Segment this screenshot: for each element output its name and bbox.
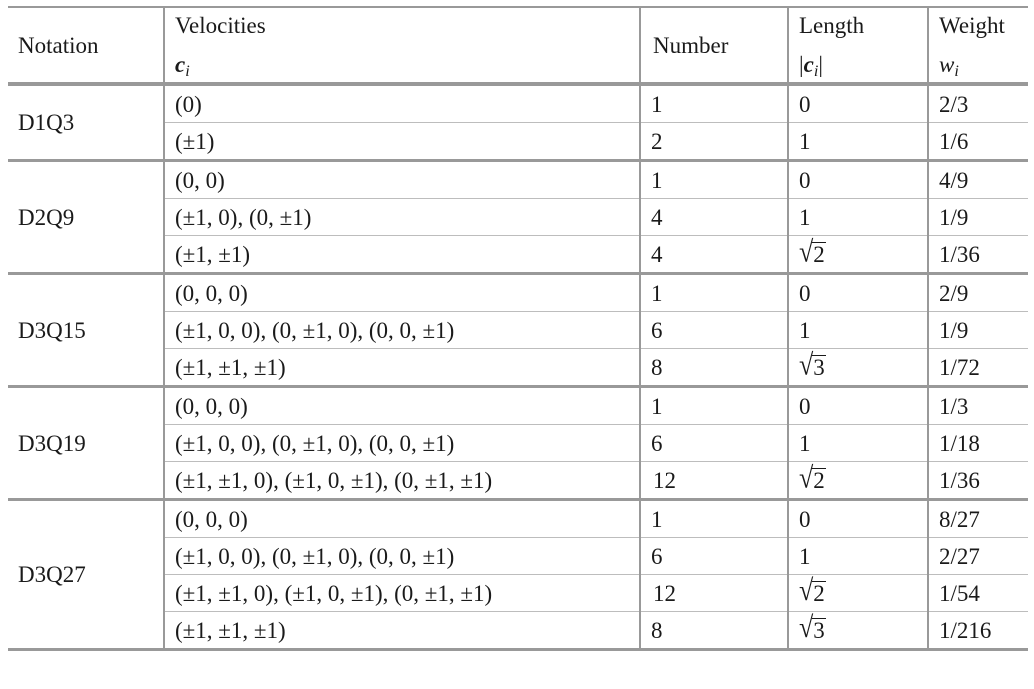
cell-number: 1	[640, 161, 788, 199]
cell-weight: 1/18	[928, 425, 1028, 462]
cell-velocities: (±1, ±1)	[164, 236, 640, 274]
cell-velocities: (±1, 0, 0), (0, ±1, 0), (0, 0, ±1)	[164, 425, 640, 462]
table-row	[8, 84, 1028, 123]
sqrt-expression	[799, 461, 826, 495]
cell-weight: 1/54	[928, 575, 1028, 612]
header-notation: Notation	[8, 7, 164, 84]
radical-sign: √	[799, 574, 814, 608]
header-velocities: Velocities $c_i$	[164, 7, 640, 84]
cell-length	[788, 349, 928, 387]
header-weight: Weight $w_i$	[928, 7, 1028, 84]
cell-weight: 1/3	[928, 387, 1028, 425]
cell-length: 1	[788, 199, 928, 236]
cell-length	[788, 575, 928, 612]
cell-notation: D3Q19	[8, 387, 164, 500]
cell-number: 12	[640, 575, 788, 612]
cell-weight: 1/36	[928, 236, 1028, 274]
lattice-velocity-table	[8, 6, 1028, 651]
cell-length	[788, 462, 928, 500]
radical-sign: √	[799, 461, 814, 495]
cell-number: 1	[640, 387, 788, 425]
radicand: 2	[813, 581, 825, 606]
cell-length: 1	[788, 538, 928, 575]
table-row	[8, 161, 1028, 199]
table-body	[8, 84, 1028, 650]
cell-number: 1	[640, 274, 788, 312]
cell-number: 4	[640, 199, 788, 236]
cell-notation: D3Q15	[8, 274, 164, 387]
cell-weight: 2/3	[928, 84, 1028, 123]
sqrt-expression	[799, 611, 826, 645]
sqrt-expression	[799, 348, 826, 382]
cell-notation: D3Q27	[8, 500, 164, 650]
cell-weight: 1/6	[928, 123, 1028, 161]
cell-velocities: (±1, 0, 0), (0, ±1, 0), (0, 0, ±1)	[164, 538, 640, 575]
cell-notation: D2Q9	[8, 161, 164, 274]
cell-number: 6	[640, 538, 788, 575]
cell-velocities: (0, 0, 0)	[164, 387, 640, 425]
cell-velocities: (0, 0, 0)	[164, 500, 640, 538]
cell-weight: 2/27	[928, 538, 1028, 575]
cell-number: 1	[640, 84, 788, 123]
radicand: 3	[813, 618, 825, 643]
cell-weight: 1/36	[928, 462, 1028, 500]
cell-length: 0	[788, 274, 928, 312]
cell-length: 1	[788, 425, 928, 462]
radicand: 2	[813, 242, 825, 267]
cell-velocities: (0, 0, 0)	[164, 274, 640, 312]
table-row	[8, 500, 1028, 538]
cell-number: 6	[640, 312, 788, 349]
cell-number: 1	[640, 500, 788, 538]
table-row	[8, 387, 1028, 425]
cell-length: 0	[788, 387, 928, 425]
cell-velocities: (±1, ±1, ±1)	[164, 349, 640, 387]
cell-weight: 4/9	[928, 161, 1028, 199]
cell-velocities: (±1)	[164, 123, 640, 161]
cell-weight: 8/27	[928, 500, 1028, 538]
cell-length: 1	[788, 312, 928, 349]
cell-number: 12	[640, 462, 788, 500]
cell-weight: 1/9	[928, 199, 1028, 236]
cell-velocities: (±1, ±1, 0), (±1, 0, ±1), (0, ±1, ±1)	[164, 462, 640, 500]
cell-length	[788, 612, 928, 650]
cell-weight: 2/9	[928, 274, 1028, 312]
cell-length	[788, 236, 928, 274]
header-length: Length $|c_i|$	[788, 7, 928, 84]
cell-number: 2	[640, 123, 788, 161]
cell-length: 0	[788, 84, 928, 123]
cell-length: 1	[788, 123, 928, 161]
cell-velocities: (±1, ±1, 0), (±1, 0, ±1), (0, ±1, ±1)	[164, 575, 640, 612]
radicand: 3	[813, 355, 825, 380]
cell-number: 4	[640, 236, 788, 274]
cell-velocities: (0)	[164, 84, 640, 123]
cell-number: 8	[640, 612, 788, 650]
cell-velocities: (±1, 0), (0, ±1)	[164, 199, 640, 236]
cell-number: 6	[640, 425, 788, 462]
radical-sign: √	[799, 348, 814, 382]
table-header-row	[8, 7, 1028, 84]
radical-sign: √	[799, 235, 814, 269]
cell-weight: 1/72	[928, 349, 1028, 387]
header-number: Number	[640, 7, 788, 84]
cell-number: 8	[640, 349, 788, 387]
cell-length: 0	[788, 500, 928, 538]
cell-weight: 1/216	[928, 612, 1028, 650]
sqrt-expression	[799, 235, 826, 269]
cell-velocities: (±1, 0, 0), (0, ±1, 0), (0, 0, ±1)	[164, 312, 640, 349]
radical-sign: √	[799, 611, 814, 645]
cell-velocities: (0, 0)	[164, 161, 640, 199]
sqrt-expression	[799, 574, 826, 608]
table-row	[8, 274, 1028, 312]
cell-notation: D1Q3	[18, 110, 75, 135]
cell-velocities: (±1, ±1, ±1)	[164, 612, 640, 650]
cell-weight: 1/9	[928, 312, 1028, 349]
cell-length: 0	[788, 161, 928, 199]
radicand: 2	[813, 468, 825, 493]
